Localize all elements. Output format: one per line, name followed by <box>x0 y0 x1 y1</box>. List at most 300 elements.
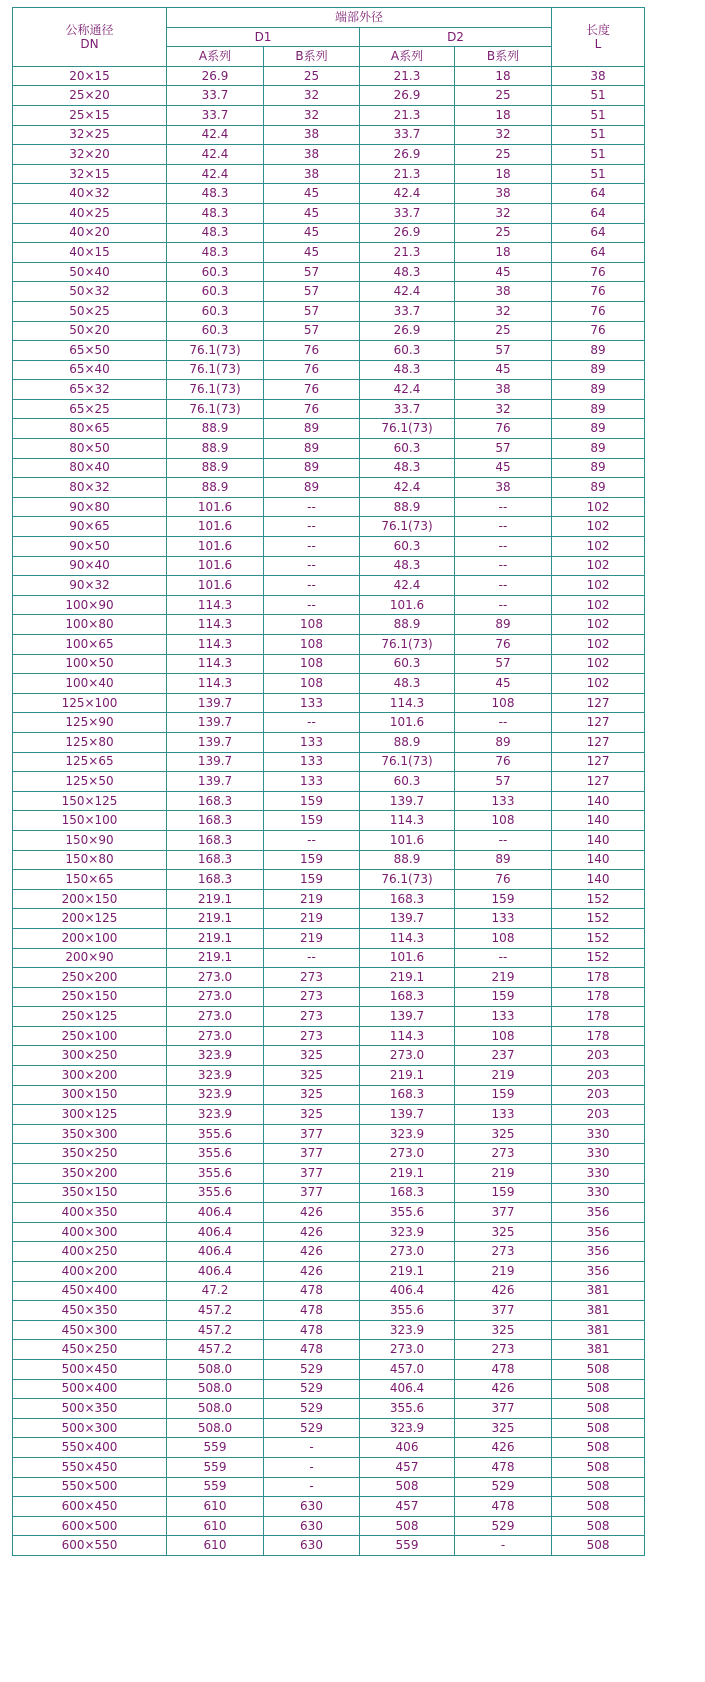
cell-d2-a: 139.7 <box>360 791 455 811</box>
cell-d2-a: 48.3 <box>360 556 455 576</box>
cell-d2-a: 139.7 <box>360 1007 455 1027</box>
cell-d2-a: 26.9 <box>360 321 455 341</box>
cell-d1-b: -- <box>264 517 360 537</box>
cell-d1-b: -- <box>264 948 360 968</box>
cell-d1-a: 559 <box>167 1438 264 1458</box>
cell-d1-a: 219.1 <box>167 928 264 948</box>
cell-d1-a: 355.6 <box>167 1144 264 1164</box>
cell-d2-b: -- <box>455 713 552 733</box>
cell-d2-a: 26.9 <box>360 145 455 165</box>
cell-d2-a: 76.1(73) <box>360 870 455 890</box>
cell-length: 381 <box>552 1301 645 1321</box>
cell-length: 140 <box>552 830 645 850</box>
cell-d1-a: 219.1 <box>167 948 264 968</box>
cell-d2-a: 21.3 <box>360 66 455 86</box>
cell-d2-a: 48.3 <box>360 458 455 478</box>
cell-dn: 150×65 <box>13 870 167 890</box>
table-row <box>13 341 645 361</box>
cell-d1-a: 139.7 <box>167 732 264 752</box>
cell-d1-a: 508.0 <box>167 1379 264 1399</box>
cell-d2-b: 159 <box>455 1085 552 1105</box>
table-header <box>13 8 645 67</box>
cell-d2-b: 25 <box>455 145 552 165</box>
table-row <box>13 1085 645 1105</box>
cell-d2-a: 273.0 <box>360 1242 455 1262</box>
cell-length: 178 <box>552 1026 645 1046</box>
cell-d2-b: -- <box>455 517 552 537</box>
cell-d1-a: 323.9 <box>167 1066 264 1086</box>
cell-d2-a: 114.3 <box>360 1026 455 1046</box>
cell-d2-a: 88.9 <box>360 732 455 752</box>
cell-d1-b: 108 <box>264 615 360 635</box>
cell-d1-b: 108 <box>264 654 360 674</box>
cell-d1-a: 219.1 <box>167 909 264 929</box>
cell-dn: 90×80 <box>13 497 167 517</box>
cell-dn: 32×20 <box>13 145 167 165</box>
cell-length: 203 <box>552 1085 645 1105</box>
cell-d1-a: 406.4 <box>167 1222 264 1242</box>
cell-dn: 350×150 <box>13 1183 167 1203</box>
cell-length: 64 <box>552 203 645 223</box>
table-row <box>13 1105 645 1125</box>
cell-d1-b: 133 <box>264 693 360 713</box>
cell-d1-a: 101.6 <box>167 556 264 576</box>
cell-length: 203 <box>552 1046 645 1066</box>
cell-d2-a: 42.4 <box>360 478 455 498</box>
cell-d1-a: 508.0 <box>167 1418 264 1438</box>
table-row <box>13 772 645 792</box>
cell-length: 102 <box>552 595 645 615</box>
cell-d2-b: -- <box>455 537 552 557</box>
table-row <box>13 1164 645 1184</box>
cell-d1-a: 219.1 <box>167 889 264 909</box>
cell-d1-a: 88.9 <box>167 439 264 459</box>
cell-d2-b: 45 <box>455 262 552 282</box>
cell-d2-a: 219.1 <box>360 1164 455 1184</box>
cell-dn: 600×550 <box>13 1536 167 1556</box>
cell-d1-b: 159 <box>264 870 360 890</box>
cell-length: 89 <box>552 380 645 400</box>
cell-d1-a: 114.3 <box>167 595 264 615</box>
cell-d2-b: 76 <box>455 752 552 772</box>
cell-length: 508 <box>552 1399 645 1419</box>
cell-dn: 300×200 <box>13 1066 167 1086</box>
cell-d1-a: 114.3 <box>167 654 264 674</box>
cell-d1-a: 139.7 <box>167 752 264 772</box>
cell-length: 178 <box>552 987 645 1007</box>
cell-length: 89 <box>552 419 645 439</box>
cell-d2-a: 88.9 <box>360 850 455 870</box>
cell-d2-a: 76.1(73) <box>360 635 455 655</box>
cell-length: 203 <box>552 1105 645 1125</box>
cell-d2-b: 133 <box>455 1007 552 1027</box>
table-row <box>13 1438 645 1458</box>
cell-d1-b: 76 <box>264 380 360 400</box>
table-row <box>13 517 645 537</box>
cell-d2-b: 108 <box>455 1026 552 1046</box>
cell-length: 76 <box>552 282 645 302</box>
table-row <box>13 419 645 439</box>
cell-length: 38 <box>552 66 645 86</box>
cell-d2-b: 32 <box>455 125 552 145</box>
cell-length: 127 <box>552 772 645 792</box>
cell-dn: 40×32 <box>13 184 167 204</box>
cell-d1-a: 60.3 <box>167 282 264 302</box>
cell-d1-b: 108 <box>264 674 360 694</box>
cell-length: 178 <box>552 1007 645 1027</box>
cell-d1-b: 159 <box>264 811 360 831</box>
cell-d2-a: 76.1(73) <box>360 517 455 537</box>
cell-d1-b: 45 <box>264 243 360 263</box>
cell-length: 127 <box>552 732 645 752</box>
cell-d2-b: 57 <box>455 654 552 674</box>
cell-d2-a: 355.6 <box>360 1301 455 1321</box>
cell-dn: 32×25 <box>13 125 167 145</box>
table-row <box>13 1007 645 1027</box>
cell-d2-b: 45 <box>455 458 552 478</box>
cell-dn: 400×200 <box>13 1262 167 1282</box>
table-row <box>13 850 645 870</box>
cell-d1-b: 325 <box>264 1046 360 1066</box>
cell-d1-a: 60.3 <box>167 262 264 282</box>
cell-d2-a: 168.3 <box>360 987 455 1007</box>
header-d1-a-series: A系列 <box>167 47 264 67</box>
cell-d1-b: -- <box>264 556 360 576</box>
cell-dn: 350×250 <box>13 1144 167 1164</box>
table-row <box>13 243 645 263</box>
cell-d2-b: 219 <box>455 1262 552 1282</box>
cell-length: 102 <box>552 654 645 674</box>
cell-d1-b: 57 <box>264 301 360 321</box>
cell-d2-b: 325 <box>455 1124 552 1144</box>
cell-d2-a: 355.6 <box>360 1399 455 1419</box>
cell-d1-b: -- <box>264 576 360 596</box>
cell-dn: 65×40 <box>13 360 167 380</box>
table-row <box>13 360 645 380</box>
table-row <box>13 223 645 243</box>
cell-dn: 600×500 <box>13 1516 167 1536</box>
cell-dn: 350×200 <box>13 1164 167 1184</box>
table-row <box>13 282 645 302</box>
cell-d1-a: 273.0 <box>167 987 264 1007</box>
cell-d1-a: 47.2 <box>167 1281 264 1301</box>
cell-d1-b: - <box>264 1477 360 1497</box>
cell-d1-a: 323.9 <box>167 1046 264 1066</box>
table-row <box>13 1418 645 1438</box>
cell-length: 140 <box>552 791 645 811</box>
cell-d2-a: 273.0 <box>360 1340 455 1360</box>
cell-dn: 32×15 <box>13 164 167 184</box>
table-row <box>13 1124 645 1144</box>
cell-dn: 600×450 <box>13 1497 167 1517</box>
cell-d1-b: - <box>264 1457 360 1477</box>
cell-dn: 125×65 <box>13 752 167 772</box>
cell-d1-b: 426 <box>264 1222 360 1242</box>
cell-length: 508 <box>552 1477 645 1497</box>
cell-d1-a: 139.7 <box>167 713 264 733</box>
cell-d2-a: 60.3 <box>360 654 455 674</box>
cell-dn: 450×400 <box>13 1281 167 1301</box>
cell-length: 508 <box>552 1536 645 1556</box>
cell-dn: 250×150 <box>13 987 167 1007</box>
cell-d2-b: 529 <box>455 1516 552 1536</box>
cell-d2-b: 529 <box>455 1477 552 1497</box>
cell-dn: 450×350 <box>13 1301 167 1321</box>
cell-length: 330 <box>552 1164 645 1184</box>
table-row <box>13 811 645 831</box>
cell-d2-b: 325 <box>455 1222 552 1242</box>
table-row <box>13 203 645 223</box>
cell-dn: 150×90 <box>13 830 167 850</box>
cell-length: 508 <box>552 1497 645 1517</box>
cell-d2-b: 18 <box>455 243 552 263</box>
cell-d2-b: 38 <box>455 282 552 302</box>
cell-dn: 300×150 <box>13 1085 167 1105</box>
cell-dn: 150×100 <box>13 811 167 831</box>
cell-d2-a: 559 <box>360 1536 455 1556</box>
cell-d1-a: 101.6 <box>167 497 264 517</box>
cell-length: 64 <box>552 243 645 263</box>
cell-dn: 25×15 <box>13 105 167 125</box>
cell-d1-b: 273 <box>264 1026 360 1046</box>
cell-dn: 65×32 <box>13 380 167 400</box>
cell-dn: 400×350 <box>13 1203 167 1223</box>
cell-d2-a: 219.1 <box>360 1066 455 1086</box>
cell-d2-a: 168.3 <box>360 889 455 909</box>
cell-length: 51 <box>552 86 645 106</box>
cell-d2-b: 159 <box>455 1183 552 1203</box>
cell-d2-a: 26.9 <box>360 86 455 106</box>
table-row <box>13 1281 645 1301</box>
table-row <box>13 1301 645 1321</box>
cell-dn: 20×15 <box>13 66 167 86</box>
header-d2-b-series: B系列 <box>455 47 552 67</box>
cell-d1-a: 76.1(73) <box>167 341 264 361</box>
cell-d1-b: 133 <box>264 752 360 772</box>
cell-d1-a: 76.1(73) <box>167 380 264 400</box>
cell-d2-b: 426 <box>455 1438 552 1458</box>
table-row <box>13 1262 645 1282</box>
cell-d1-b: 273 <box>264 987 360 1007</box>
cell-d2-a: 21.3 <box>360 243 455 263</box>
cell-d2-a: 323.9 <box>360 1320 455 1340</box>
cell-d2-a: 33.7 <box>360 125 455 145</box>
cell-length: 102 <box>552 537 645 557</box>
cell-d1-a: 508.0 <box>167 1399 264 1419</box>
cell-length: 356 <box>552 1262 645 1282</box>
cell-d2-b: 133 <box>455 791 552 811</box>
table-row <box>13 1242 645 1262</box>
cell-d1-a: 139.7 <box>167 693 264 713</box>
cell-d1-a: 33.7 <box>167 86 264 106</box>
table-row <box>13 732 645 752</box>
cell-d2-b: 133 <box>455 909 552 929</box>
cell-dn: 25×20 <box>13 86 167 106</box>
cell-d2-a: 457 <box>360 1497 455 1517</box>
cell-d1-b: 38 <box>264 145 360 165</box>
cell-length: 64 <box>552 223 645 243</box>
cell-dn: 90×50 <box>13 537 167 557</box>
cell-d2-a: 101.6 <box>360 948 455 968</box>
cell-length: 89 <box>552 399 645 419</box>
cell-d2-a: 76.1(73) <box>360 752 455 772</box>
cell-length: 140 <box>552 870 645 890</box>
cell-dn: 400×300 <box>13 1222 167 1242</box>
cell-length: 127 <box>552 752 645 772</box>
cell-d1-a: 168.3 <box>167 870 264 890</box>
cell-d1-a: 355.6 <box>167 1124 264 1144</box>
cell-d1-a: 406.4 <box>167 1203 264 1223</box>
header-length <box>552 8 645 67</box>
cell-length: 102 <box>552 674 645 694</box>
cell-length: 140 <box>552 850 645 870</box>
table-row <box>13 439 645 459</box>
cell-d1-b: - <box>264 1438 360 1458</box>
cell-d2-b: 219 <box>455 1066 552 1086</box>
header-length-label: 长度 <box>586 22 611 37</box>
cell-d1-a: 114.3 <box>167 615 264 635</box>
cell-d2-b: 76 <box>455 419 552 439</box>
cell-length: 381 <box>552 1320 645 1340</box>
cell-dn: 300×125 <box>13 1105 167 1125</box>
header-d1-b-series: B系列 <box>264 47 360 67</box>
cell-d2-b: 133 <box>455 1105 552 1125</box>
cell-dn: 90×32 <box>13 576 167 596</box>
cell-d1-b: 45 <box>264 203 360 223</box>
cell-d2-a: 60.3 <box>360 537 455 557</box>
cell-d2-a: 60.3 <box>360 772 455 792</box>
cell-d2-a: 60.3 <box>360 439 455 459</box>
cell-d1-b: 377 <box>264 1144 360 1164</box>
cell-d1-a: 88.9 <box>167 419 264 439</box>
table-row <box>13 889 645 909</box>
cell-d2-b: 159 <box>455 889 552 909</box>
cell-dn: 80×40 <box>13 458 167 478</box>
cell-d1-b: 377 <box>264 1124 360 1144</box>
cell-d2-a: 42.4 <box>360 282 455 302</box>
cell-d1-b: 45 <box>264 223 360 243</box>
cell-d1-a: 48.3 <box>167 223 264 243</box>
cell-dn: 100×90 <box>13 595 167 615</box>
cell-d2-b: 377 <box>455 1203 552 1223</box>
cell-d2-a: 168.3 <box>360 1085 455 1105</box>
cell-d1-a: 48.3 <box>167 203 264 223</box>
table-row <box>13 693 645 713</box>
cell-d1-b: 76 <box>264 341 360 361</box>
cell-d2-b: -- <box>455 830 552 850</box>
header-end-od: 端部外径 <box>167 8 552 28</box>
cell-dn: 550×400 <box>13 1438 167 1458</box>
cell-d2-a: 139.7 <box>360 909 455 929</box>
cell-d2-a: 508 <box>360 1516 455 1536</box>
cell-d1-a: 406.4 <box>167 1242 264 1262</box>
cell-d2-b: 38 <box>455 478 552 498</box>
header-length-sub: L <box>594 36 602 51</box>
cell-d2-a: 406.4 <box>360 1281 455 1301</box>
cell-dn: 125×80 <box>13 732 167 752</box>
cell-length: 64 <box>552 184 645 204</box>
cell-dn: 100×65 <box>13 635 167 655</box>
table-row <box>13 1026 645 1046</box>
cell-d1-b: 57 <box>264 282 360 302</box>
table-row <box>13 1359 645 1379</box>
cell-length: 508 <box>552 1379 645 1399</box>
cell-dn: 50×25 <box>13 301 167 321</box>
table-row <box>13 1340 645 1360</box>
cell-d1-b: 108 <box>264 635 360 655</box>
cell-d1-a: 457.2 <box>167 1320 264 1340</box>
cell-d1-b: 529 <box>264 1359 360 1379</box>
cell-dn: 550×500 <box>13 1477 167 1497</box>
cell-d2-b: 108 <box>455 928 552 948</box>
cell-d1-b: 426 <box>264 1242 360 1262</box>
cell-d1-a: 76.1(73) <box>167 360 264 380</box>
cell-dn: 250×125 <box>13 1007 167 1027</box>
cell-d1-b: -- <box>264 830 360 850</box>
cell-dn: 350×300 <box>13 1124 167 1144</box>
cell-d1-a: 273.0 <box>167 1007 264 1027</box>
cell-d1-a: 139.7 <box>167 772 264 792</box>
cell-dn: 550×450 <box>13 1457 167 1477</box>
cell-d1-b: 32 <box>264 105 360 125</box>
cell-length: 178 <box>552 968 645 988</box>
cell-d2-a: 101.6 <box>360 713 455 733</box>
cell-d1-b: 478 <box>264 1340 360 1360</box>
table-row <box>13 556 645 576</box>
cell-d2-b: 89 <box>455 615 552 635</box>
cell-length: 356 <box>552 1242 645 1262</box>
table-row <box>13 1222 645 1242</box>
cell-length: 102 <box>552 517 645 537</box>
cell-d1-a: 76.1(73) <box>167 399 264 419</box>
cell-d1-a: 42.4 <box>167 125 264 145</box>
cell-length: 508 <box>552 1457 645 1477</box>
cell-d1-b: 133 <box>264 732 360 752</box>
table-row <box>13 1516 645 1536</box>
cell-length: 330 <box>552 1124 645 1144</box>
table-row <box>13 145 645 165</box>
cell-length: 508 <box>552 1516 645 1536</box>
cell-d2-b: 325 <box>455 1320 552 1340</box>
cell-d1-b: 630 <box>264 1536 360 1556</box>
cell-length: 89 <box>552 341 645 361</box>
cell-length: 330 <box>552 1144 645 1164</box>
cell-d2-a: 42.4 <box>360 184 455 204</box>
cell-d2-b: 25 <box>455 86 552 106</box>
header-dn-sub: DN <box>80 36 99 51</box>
cell-length: 89 <box>552 478 645 498</box>
cell-length: 356 <box>552 1203 645 1223</box>
cell-d1-b: 273 <box>264 968 360 988</box>
cell-dn: 40×20 <box>13 223 167 243</box>
cell-d2-b: 25 <box>455 321 552 341</box>
cell-d1-a: 60.3 <box>167 321 264 341</box>
cell-d1-b: 377 <box>264 1183 360 1203</box>
table-row <box>13 635 645 655</box>
cell-dn: 150×80 <box>13 850 167 870</box>
cell-dn: 450×300 <box>13 1320 167 1340</box>
cell-d1-b: 89 <box>264 458 360 478</box>
cell-d2-a: 114.3 <box>360 693 455 713</box>
cell-d1-a: 559 <box>167 1477 264 1497</box>
cell-dn: 100×40 <box>13 674 167 694</box>
cell-length: 76 <box>552 321 645 341</box>
cell-d2-b: 377 <box>455 1301 552 1321</box>
cell-d2-a: 88.9 <box>360 497 455 517</box>
cell-d2-b: 32 <box>455 301 552 321</box>
cell-d1-b: 219 <box>264 889 360 909</box>
cell-length: 356 <box>552 1222 645 1242</box>
